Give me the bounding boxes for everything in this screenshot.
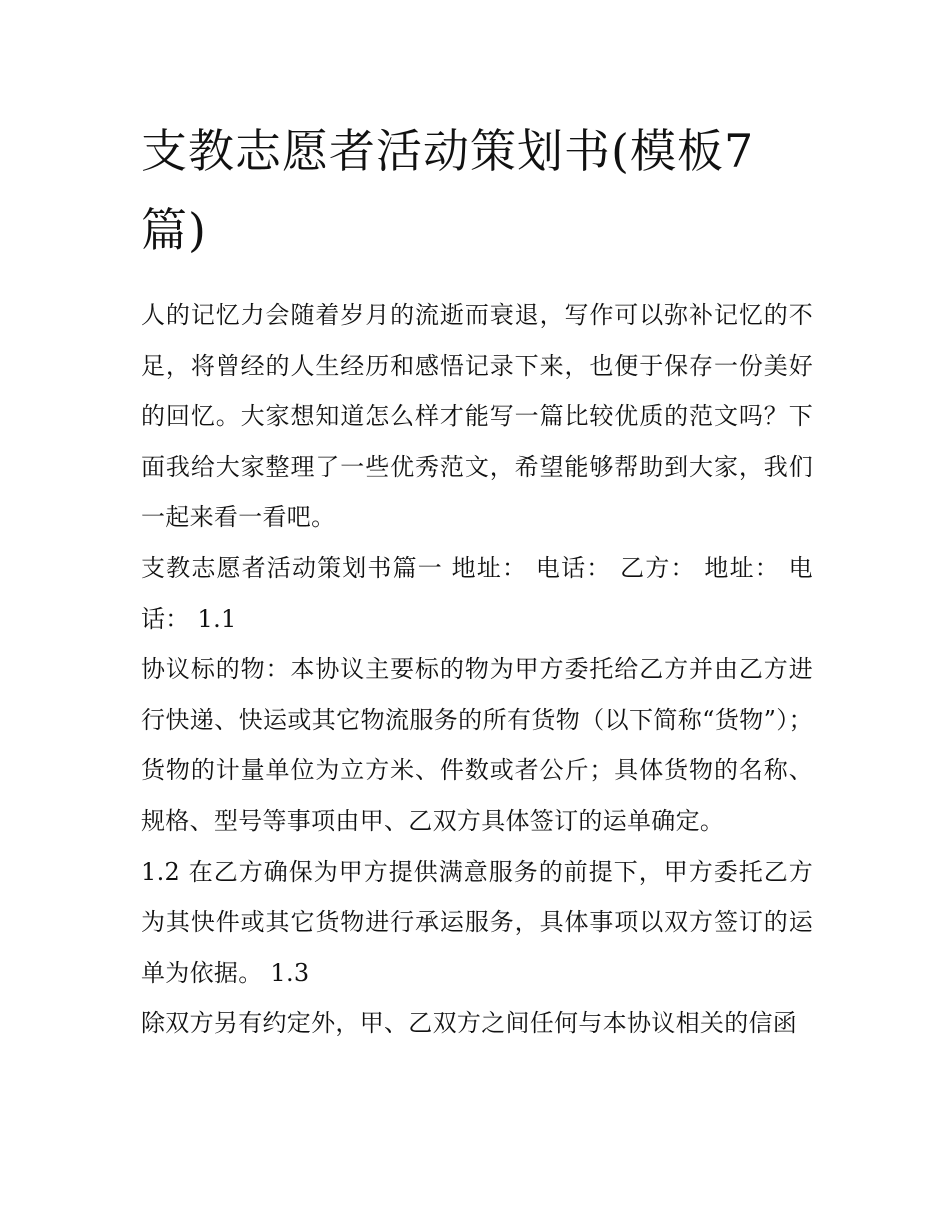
paragraph-clause-1-2: 1.2 在乙方确保为甲方提供满意服务的前提下，甲方委托乙方为其快件或其它货物进行承运服务，具体事项以双方签订的运单为依据。 1.3: [141, 857, 813, 987]
paragraph-contact-info: 支教志愿者活动策划书篇一 地址： 电话： 乙方： 地址： 电话： 1.1: [141, 553, 813, 633]
paragraph-subject-matter: 协议标的物：本协议主要标的物为甲方委托给乙方并由乙方进行快递、快运或其它物流服务的所有货物（以下简称“货物”）；货物的计量单位为立方米、件数或者公斤；具体货物的名称、规格、型号等事项由甲、乙双方具体签订的运单确定。: [141, 655, 813, 835]
document-body: [141, 112, 813, 1049]
document-title: 支教志愿者活动策划书(模板7篇): [141, 124, 755, 257]
paragraph-clause-1-3: 除双方另有约定外，甲、乙双方之间任何与本协议相关的信函: [141, 1009, 798, 1038]
paragraph-intro: 人的记忆力会随着岁月的流逝而衰退，写作可以弥补记忆的不足，将曾经的人生经历和感悟记录下来，也便于保存一份美好的回忆。大家想知道怎么样才能写一篇比较优质的范文吗？下面我给大家整理了一些优秀范文，希望能够帮助到大家，我们一起来看一看吧。: [141, 301, 813, 532]
